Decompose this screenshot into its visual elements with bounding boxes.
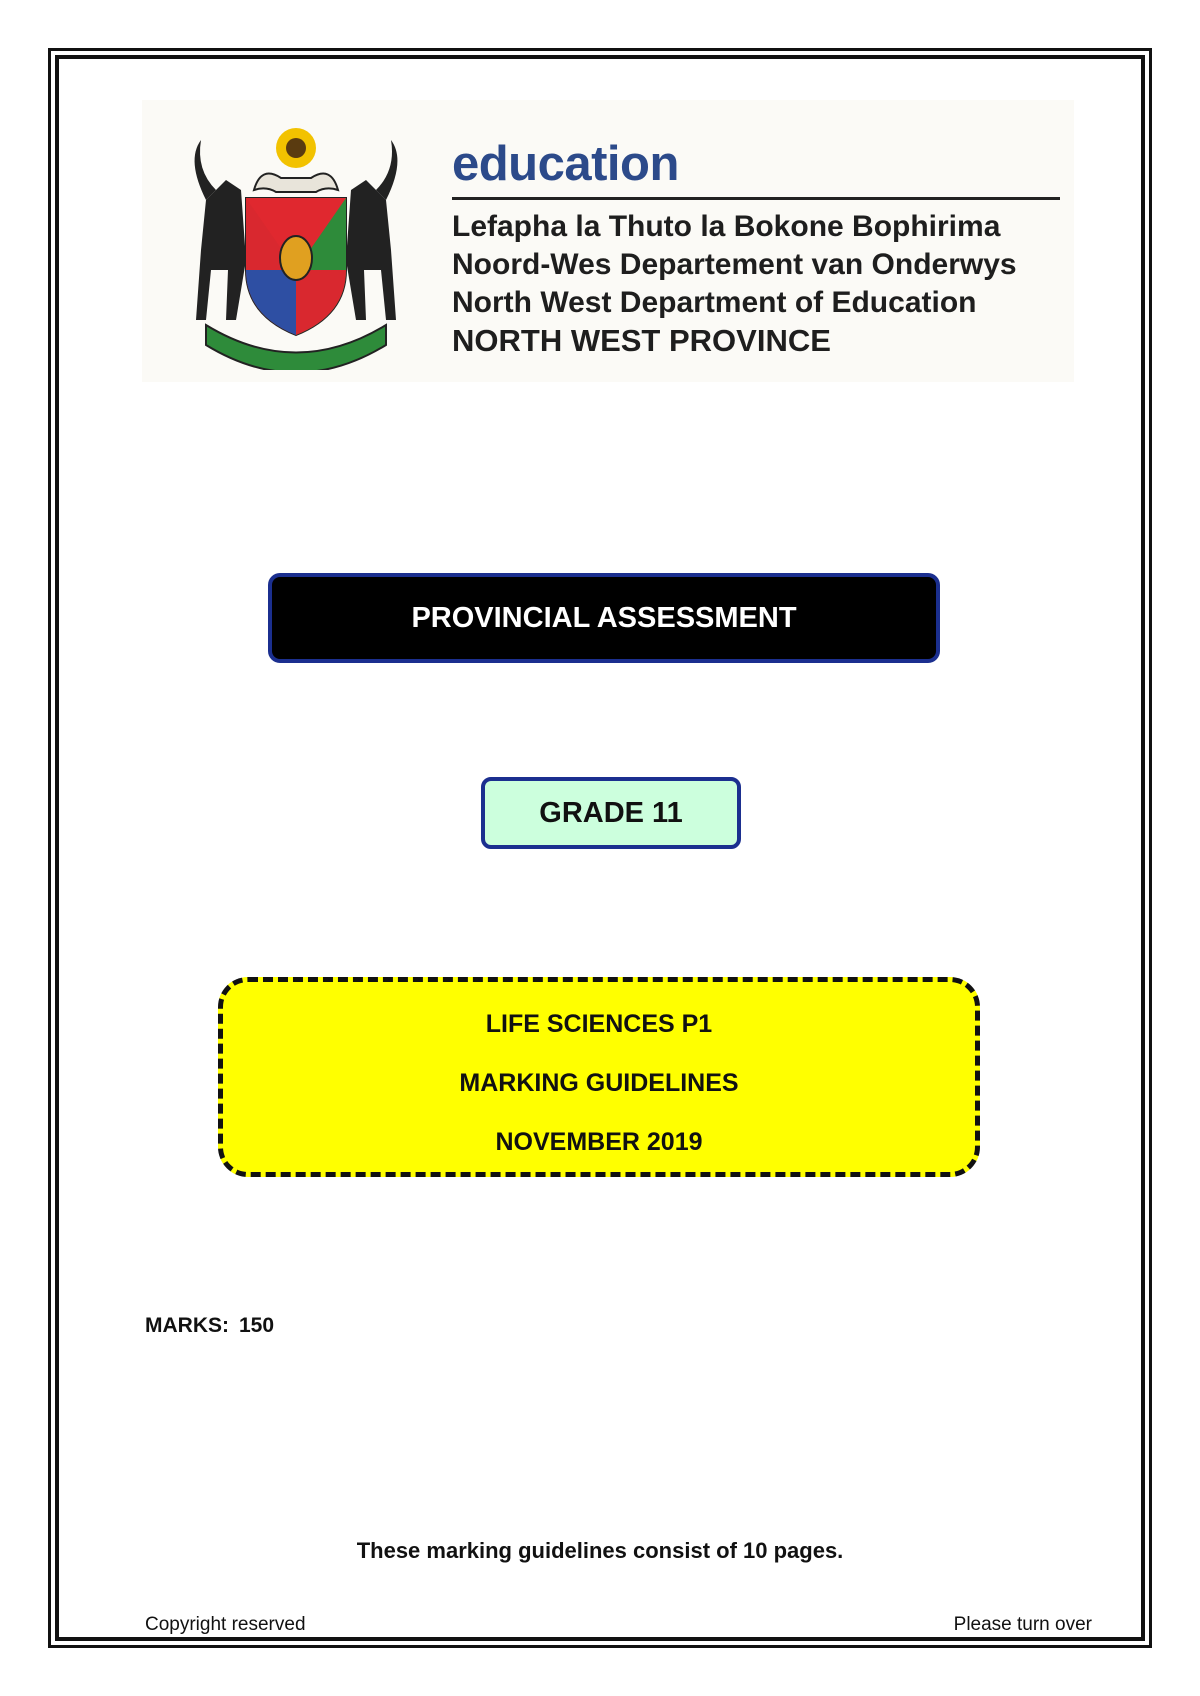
marks-value: 150: [239, 1314, 275, 1337]
marks-line: [145, 1314, 274, 1338]
grade-box: [481, 777, 741, 849]
header-divider: [452, 197, 1060, 200]
pages-note: These marking guidelines consist of 10 pages.: [356, 1538, 844, 1563]
department-text-block: [452, 137, 1062, 360]
department-name-english: North West Department of Education: [452, 286, 977, 319]
assessment-title: PROVINCIAL ASSESSMENT: [411, 601, 797, 634]
department-name-afrikaans: Noord-Wes Departement van Onderwys: [452, 248, 1017, 281]
exam-date: NOVEMBER 2019: [495, 1128, 703, 1156]
subject-title: LIFE SCIENCES P1: [485, 1010, 713, 1038]
sunflower-icon: [276, 128, 316, 168]
subject-box: [218, 977, 980, 1177]
coat-of-arms-icon: [166, 120, 426, 370]
document-type: MARKING GUIDELINES: [459, 1069, 739, 1097]
grade-label: GRADE 11: [539, 796, 683, 829]
footer-copyright: Copyright reserved: [145, 1614, 306, 1635]
footer-turn-over: Please turn over: [953, 1614, 1092, 1635]
marks-label: MARKS:: [145, 1314, 229, 1337]
department-name-setswana: Lefapha la Thuto la Bokone Bophirima: [452, 210, 1001, 243]
department-word: education: [452, 137, 679, 191]
assessment-title-box: [268, 573, 940, 663]
department-header: [142, 100, 1074, 382]
province-name: NORTH WEST PROVINCE: [452, 323, 831, 358]
